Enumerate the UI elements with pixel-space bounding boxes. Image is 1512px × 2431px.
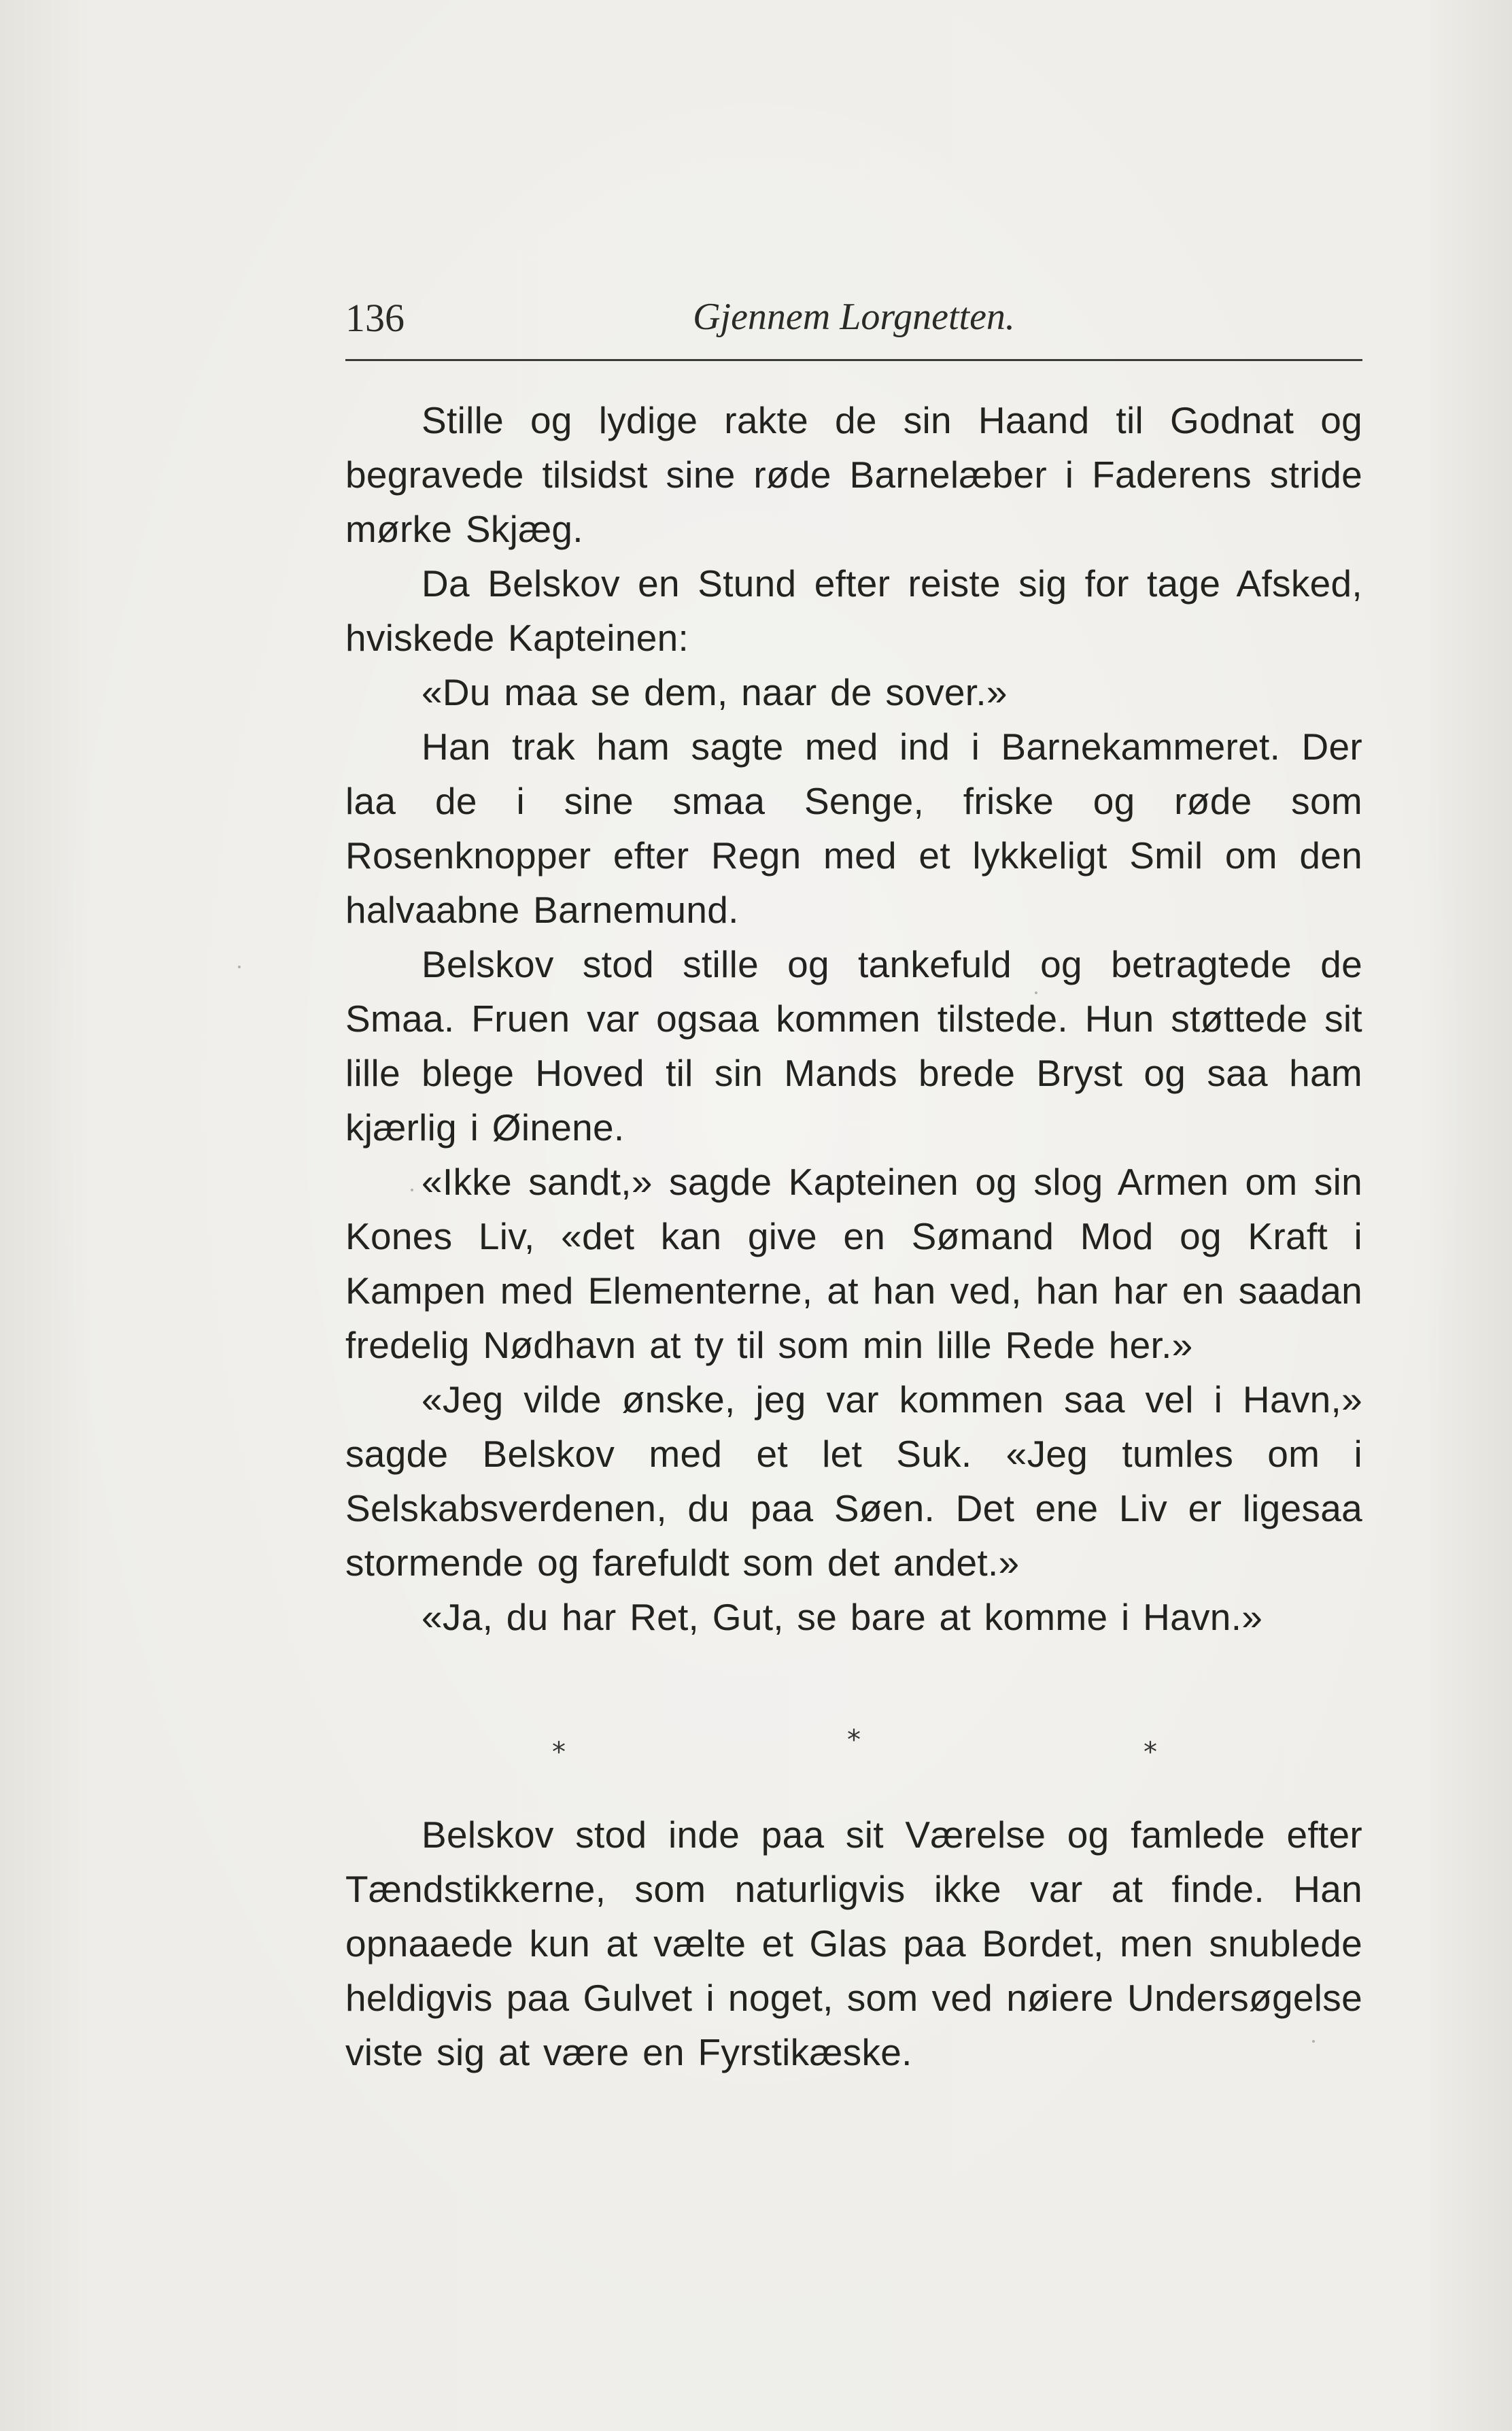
paragraph: «Jeg vilde ønske, jeg var kommen saa vel i Havn,» sagde Belskov med et let Suk. «Jeg tumles om i Selskabsverdenen, du paa Søen. Det ene Liv er ligesaa stormende og farefuldt som det andet.» bbox=[345, 1378, 1362, 1584]
page-number: 136 bbox=[345, 296, 405, 340]
paragraph: «Ja, du har Ret, Gut, se bare at komme i Havn.» bbox=[422, 1596, 1263, 1638]
asterisk-glyph: * bbox=[552, 1737, 566, 1768]
section-break bbox=[345, 1724, 1362, 1768]
running-title: Gjennem Lorgnetten. bbox=[693, 296, 1015, 338]
paper-speck bbox=[1035, 991, 1037, 994]
asterisk-glyph: * bbox=[847, 1724, 861, 1756]
body-text-section-one bbox=[345, 393, 1362, 1644]
paragraph: «Du maa se dem, naar de sover.» bbox=[422, 671, 1008, 713]
paragraph: «Ikke sandt,» sagde Kapteinen og slog Armen om sin Kones Liv, «det kan give en Sømand Mod og Kraft i Kampen med Elementerne, at han ved, han har en saadan fredelig Nødhavn at ty til som min lille Rede her.» bbox=[345, 1161, 1362, 1366]
paragraph: Da Belskov en Stund efter reiste sig for tage Afsked, hviskede Kapteinen: bbox=[345, 562, 1362, 659]
body-text-section-two bbox=[345, 1807, 1362, 2079]
paper-speck bbox=[411, 1189, 413, 1191]
asterisk-glyph: * bbox=[1144, 1737, 1157, 1768]
paragraph: Belskov stod inde paa sit Værelse og famlede efter Tændstikkerne, som naturligvis ikke var at finde. Han opnaaede kun at vælte et Glas paa Bordet, men snublede heldigvis paa Gulvet i noget, som ved nøiere Undersøgelse viste sig at være en Fyrstikæske. bbox=[345, 1814, 1362, 2073]
paragraph: Stille og lydige rakte de sin Haand til Godnat og begravede tilsidst sine røde Barnelæber i Faderens stride mørke Skjæg. bbox=[345, 399, 1362, 550]
running-head bbox=[345, 294, 1362, 361]
paragraph: Han trak ham sagte med ind i Barnekammeret. Der laa de i sine smaa Senge, friske og røde som Rosenknopper efter Regn med et lykkeligt Smil om den halvaabne Barnemund. bbox=[345, 726, 1362, 931]
paper-speck bbox=[1312, 2040, 1315, 2043]
paper-speck bbox=[238, 966, 241, 968]
paragraph: Belskov stod stille og tankefuld og betragtede de Smaa. Fruen var ogsaa kommen tilstede. Hun støttede sit lille blege Hoved til sin Mands brede Bryst og saa ham kjærlig i Øinene. bbox=[345, 943, 1362, 1149]
